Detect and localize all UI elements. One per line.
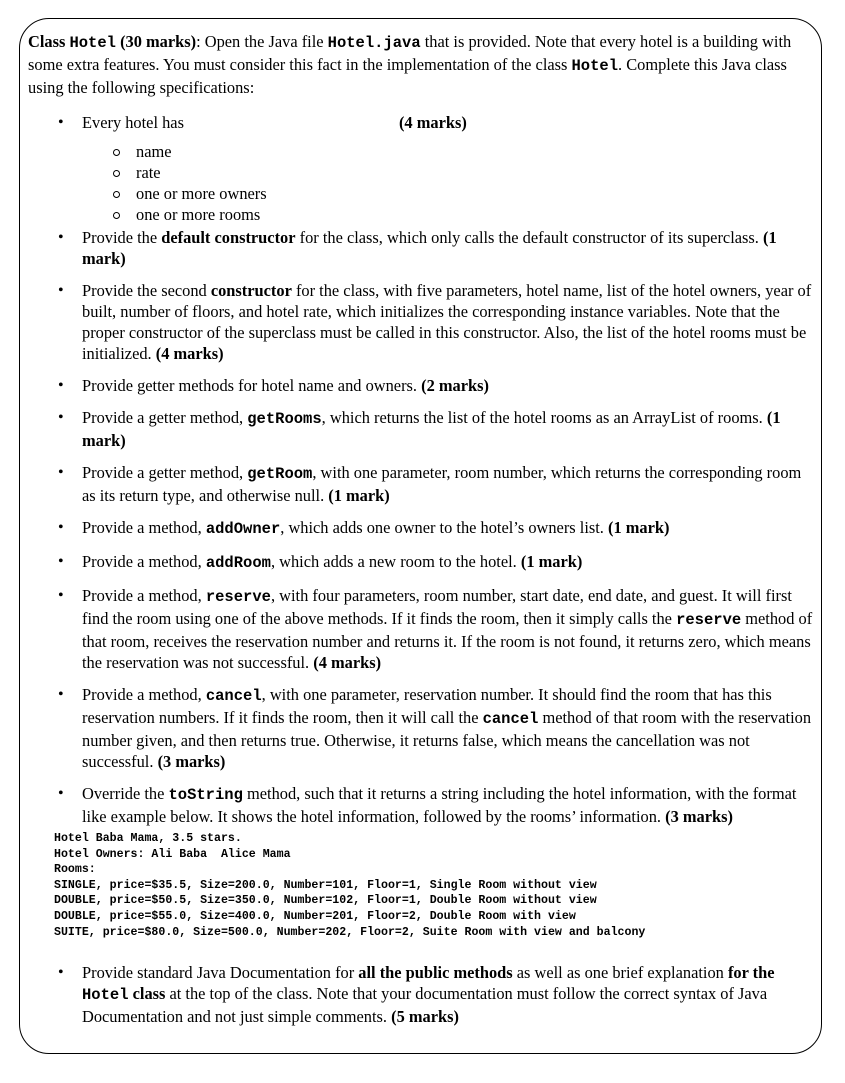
file-name: Hotel.java — [327, 34, 421, 52]
example-line: DOUBLE, price=$50.5, Size=350.0, Number=102, Floor=1, Double Room without view — [54, 894, 597, 908]
spec-item-second-constructor: • Provide the second constructor for the class, with five parameters, hotel name, list of the hotel owners, year of built, number of floors, and hotel rate, which initializes the corresponding instance variables. Note that the proper constructor of the superclass must be called in this constructor. Also, the list of the hotel rooms must be initialized. (4 marks) — [28, 280, 818, 364]
spec-list-documentation — [28, 962, 818, 1027]
example-line: Hotel Owners: Ali Baba Alice Mama — [54, 847, 291, 861]
field-item: one or more rooms — [82, 204, 818, 225]
spec-item-documentation: • Provide standard Java Documentation for all the public methods as well as one brief explanation for the Hotel class at the top of the class. Note that your documentation must follow the correct syntax of Java Documentation and not just simple comments. (5 marks) — [28, 962, 818, 1027]
field-item: rate — [82, 162, 818, 183]
spec-item-cancel: • Provide a method, cancel, with one parameter, reservation number. It should find the room that has this reservation numbers. If it finds the room, then it will call the cancel method of that room with the reservation number given, and then returns true. Otherwise, it returns false, which means the cancellation was not successful. (3 marks) — [28, 684, 818, 772]
spec-item-tostring: • Override the toString method, such that it returns a string including the hotel information, with the format like example below. It shows the hotel information, followed by the rooms’ information. (3 marks) — [28, 783, 818, 827]
example-line: Hotel Baba Mama, 3.5 stars. — [54, 832, 242, 845]
spec-item-fields: • Every hotel has (4 marks) name rate one or more owners one or more rooms — [28, 112, 818, 225]
example-output — [54, 831, 818, 940]
spec-item-getters: • Provide getter methods for hotel name and owners. (2 marks) — [28, 375, 818, 396]
field-item: one or more owners — [82, 183, 818, 204]
field-item: name — [82, 141, 818, 162]
intro-paragraph: Class Hotel (30 marks): Open the Java file Hotel.java that is provided. Note that every hotel is a building with some extra features. You must consider this fact in the implementation of the class Hotel. Complete this Java class using the following specifications: — [28, 32, 792, 97]
spec-item-getrooms: • Provide a getter method, getRooms, which returns the list of the hotel rooms as an ArrayList of rooms. (1 mark) — [28, 407, 818, 451]
spec-list — [28, 112, 818, 827]
spec-item-addowner: • Provide a method, addOwner, which adds one owner to the hotel’s owners list. (1 mark) — [28, 517, 818, 540]
example-line: DOUBLE, price=$55.0, Size=400.0, Number=201, Floor=2, Double Room with view — [54, 909, 576, 923]
spec-item-reserve: • Provide a method, reserve, with four parameters, room number, start date, end date, and guest. It will first find the room using one of the above methods. If it finds the room, then it simply calls the reserve method of that room, receives the reservation number and returns it. If the room is not found, it returns zero, which means the reservation was not successful. (4 marks) — [28, 585, 818, 673]
spec-item-getroom: • Provide a getter method, getRoom, with one parameter, room number, which returns the corresponding room as its return type, and otherwise null. (1 mark) — [28, 462, 818, 506]
spec-item-addroom: • Provide a method, addRoom, which adds a new room to the hotel. (1 mark) — [28, 551, 818, 574]
field-list — [82, 141, 818, 225]
class-label: Class Hotel (30 marks) — [28, 32, 197, 52]
assignment-content — [28, 31, 818, 1038]
example-line: SUITE, price=$80.0, Size=500.0, Number=202, Floor=2, Suite Room with view and balcony — [54, 925, 646, 939]
example-line: SINGLE, price=$35.5, Size=200.0, Number=101, Floor=1, Single Room without view — [54, 878, 597, 892]
example-line: Rooms: — [54, 863, 96, 877]
spec-item-default-constructor: • Provide the default constructor for the class, which only calls the default constructor of its superclass. (1 mark) — [28, 227, 818, 269]
